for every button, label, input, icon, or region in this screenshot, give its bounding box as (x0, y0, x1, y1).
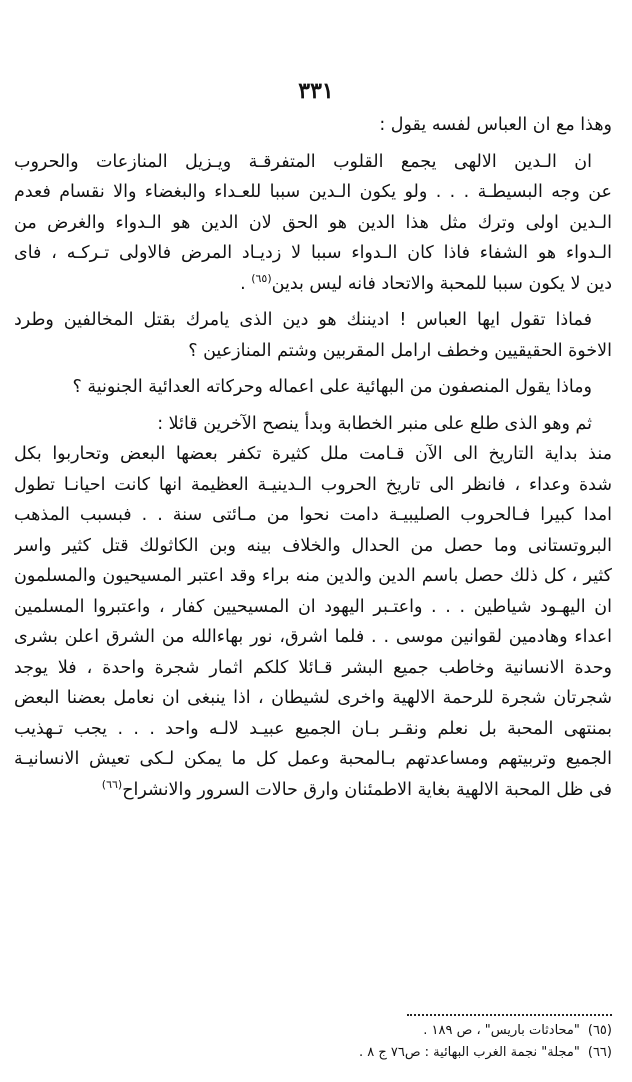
text-line: ثم وهو الذى طلع على منبر الخطابة وبدأ ينصح الآخرين قائلا : (157, 413, 592, 434)
footnote (14, 1020, 612, 1042)
footnote-ref-65: (٦٥) (251, 271, 272, 285)
text-line: امدا كبيرا فـالحروب الصليبيـة دامت نحوا من مـائتى سنة . . فبسبب المذهب (14, 505, 612, 525)
text-line: منذ بداية التاريخ الى الآن قـامت ملل كثيرة تكفر بعضها البعض وتحاربوا بكل (14, 444, 612, 464)
text-line-content: دين لا يكون سببا للمحبة والاتحاد فانه ليس بدين (271, 273, 612, 294)
text-line: الاخوة الحقيقيين وخطف ارامل المقربين وشتم المنازعين ؟ (188, 340, 612, 361)
footnote-text: "محادثات باريس" ، ص ١٨٩ . (423, 1023, 580, 1038)
text-line (14, 775, 612, 806)
footnote-separator (407, 1014, 612, 1016)
footnote-text: "مجلة" نجمة الغرب البهائية : ص٧٦ ج ٨ . (358, 1045, 580, 1060)
text-line: وحدة الانسانية وخاطب جميع البشر قـائلا كلكم اثمار شجرة واحدة ، فلا يوجد (14, 657, 612, 678)
text-line: وماذا يقول المنصفون من البهائية على اعماله وحركاته العدائية الجنونية ؟ (72, 377, 592, 397)
text-line-content: فى ظل المحبة الالهية بغاية الاطمئنان وارق حالات السرور والانشراح (122, 779, 612, 800)
page-number: ٣٣١ (298, 78, 334, 104)
text-line: كثير ، كل ذلك حصل باسم الدين والدين منه براء وقد اعتبر المسيحيون والمسلمون (14, 566, 612, 586)
text-line: شجرتان شجرة للرحمة الالهية واخرى لشيطان ، اذا ينبغى ان نعامل بعضنا البعض (14, 688, 612, 708)
text-line: ان الـدين الالهى يجمع القلوب المتفرقـة ويـزيل المنازعات والحروب (14, 151, 592, 172)
text-line: الجميع وتربيتهم ومساعدتهم بـالمحبة وعمل كل ما يمكن لـكى تعيش الانسانيـة (14, 749, 612, 769)
text-line: عن وجه البسيطـة . . . ولو يكون الـدين سببا للعـداء والبغضاء والا نقسام فعدم (14, 182, 612, 202)
text-line: شدة وعداء ، فانظر الى تاريخ الحروب الـدينيـة العظيمة انها كانت احيانـا تطول (14, 474, 612, 495)
text-line: البروتستانى وما حصل من الحدال والخلاف بينه وبن الكاثولك قتل كثير واسر (14, 535, 612, 556)
footnote-number: (٦٦) (587, 1045, 612, 1060)
text-line: اعداء وهادمين لقوانين موسى . . فلما اشرق، نور بهاءالله من الشرق اعلن بشرى (14, 627, 612, 647)
footnotes (14, 1020, 612, 1064)
footnote (14, 1042, 612, 1064)
text-line: الـدواء هو الشفاء فاذا كان الـدواء سببا لا زديـاد المرض فالاولى تـركـه ، فاى (14, 243, 612, 263)
footnote-ref-66: (٦٦) (101, 777, 123, 791)
footnote-number: (٦٥) (587, 1023, 612, 1038)
text-line: دين لا يكون سببا للمحبة والاتحاد فانه ليس بدين$^{(٦٥)}$ . (240, 271, 612, 294)
text-line: ان اليهـود شياطين . . . واعتـبر اليهود ان المسيحيين كفار ، واعتبروا المسلمين (14, 596, 612, 617)
text-line: وهذا مع ان العباس لفسه يقول : (379, 115, 612, 135)
body-text (14, 110, 612, 805)
text-line: بمنتهى المحبة بل نعلم ونقـر بـان الجميع عبيـد لالـه واحد . . . يجب تـهذيب (14, 718, 612, 739)
text-line: الـدين اولى وترك مثل هذا الدين هو الحق لان الدين هو الـدواء والغرض من (14, 212, 612, 233)
text-line: فماذا تقول ايها العباس ! اديننك هو دين الذى يامرك بقتل المخالفين وطرد (14, 310, 592, 330)
